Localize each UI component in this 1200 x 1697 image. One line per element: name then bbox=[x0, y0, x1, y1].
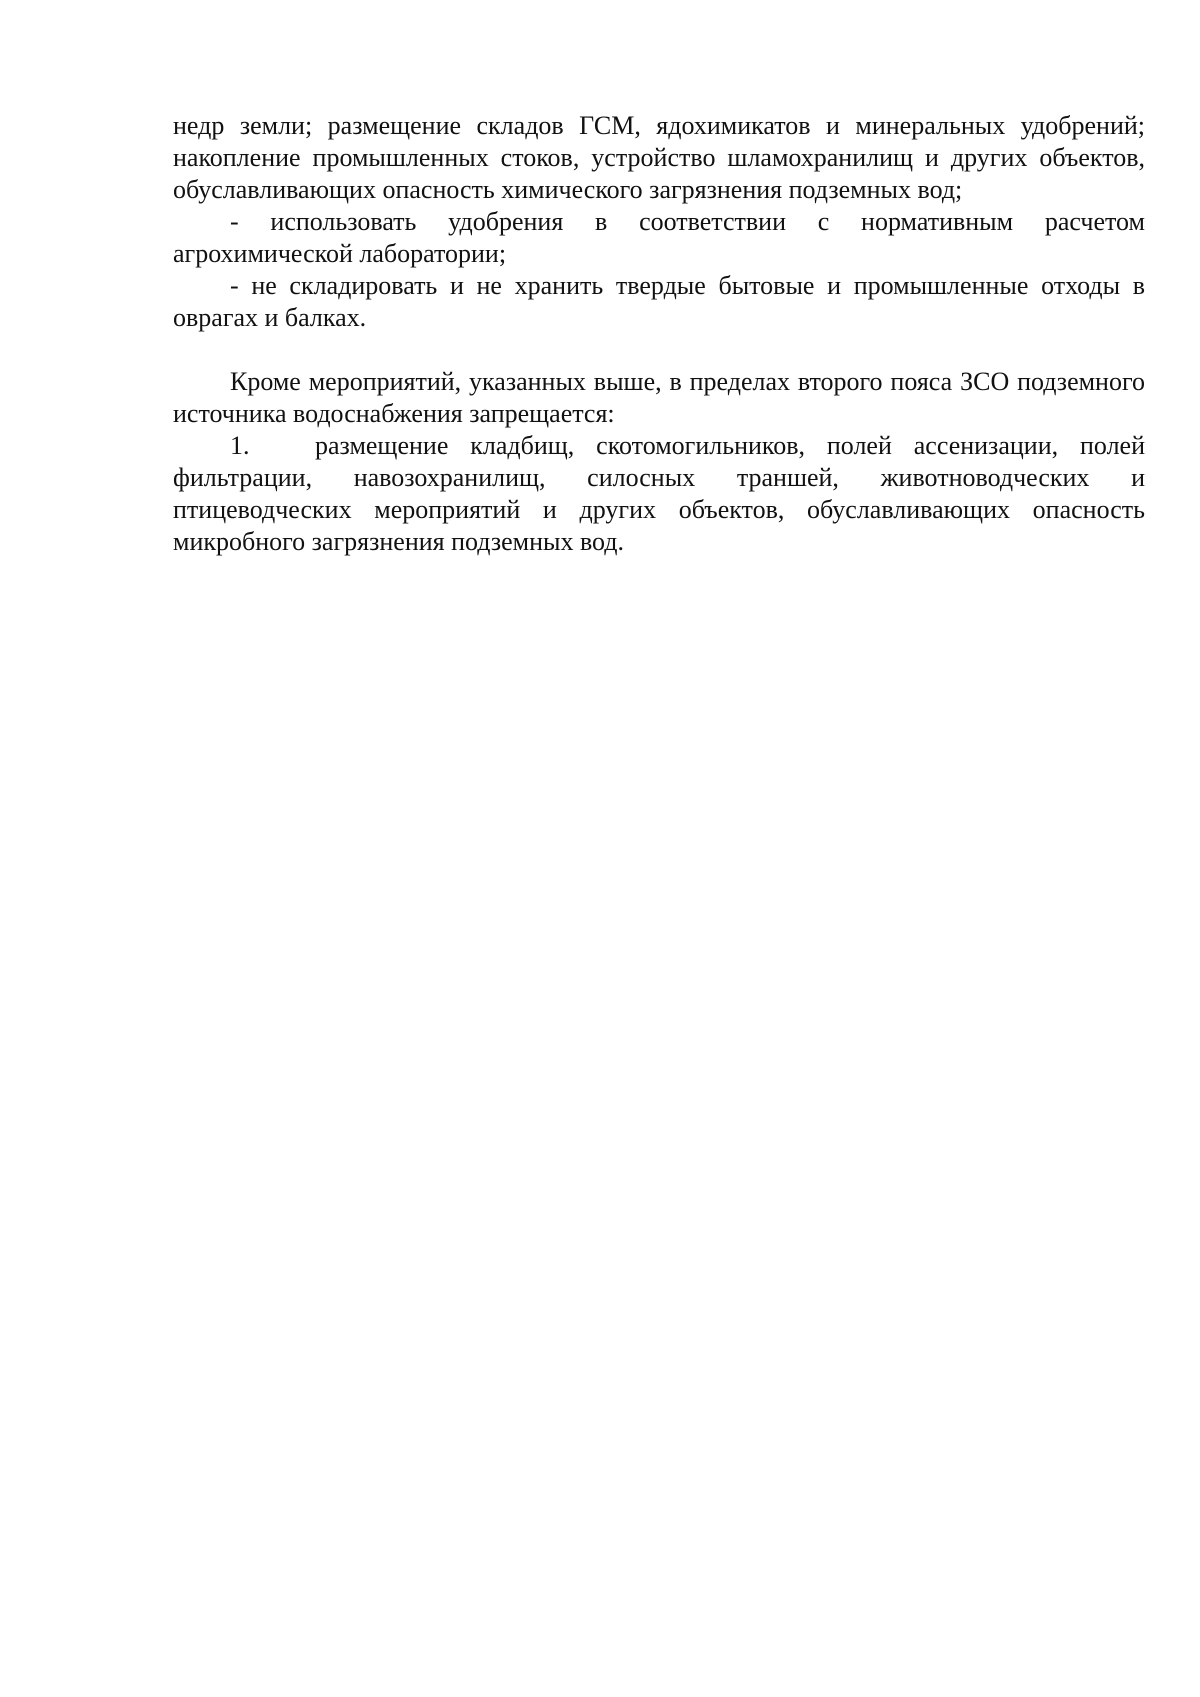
paragraph-continuation: недр земли; размещение складов ГСМ, ядохимикатов и минеральных удобрений; накопление промышленных стоков, устройство шламохранилищ и других объектов, обуславливающих опасность химического загрязнения подземных вод; bbox=[173, 111, 1145, 204]
document-body bbox=[173, 110, 1145, 558]
list-item-text: размещение кладбищ, скотомогильников, полей ассенизации, полей фильтрации, навозохранилищ, силосных траншей, животноводческих и птицеводческих мероприятий и других объектов, обуславливающих опасность микробного загрязнения подземных вод. bbox=[173, 431, 1145, 556]
paragraph-spacer bbox=[173, 334, 1145, 366]
paragraph-second-belt-intro: Кроме мероприятий, указанных выше, в пределах второго пояса ЗСО подземного источника водоснабжения запрещается: bbox=[173, 367, 1145, 428]
paragraph-waste-rule: - не складировать и не хранить твердые бытовые и промышленные отходы в оврагах и балках. bbox=[173, 271, 1145, 332]
list-item-number: 1. bbox=[230, 431, 250, 460]
paragraph-fertilizer-rule: - использовать удобрения в соответствии с нормативным расчетом агрохимической лаборатории; bbox=[173, 207, 1145, 268]
list-item bbox=[173, 430, 1145, 558]
